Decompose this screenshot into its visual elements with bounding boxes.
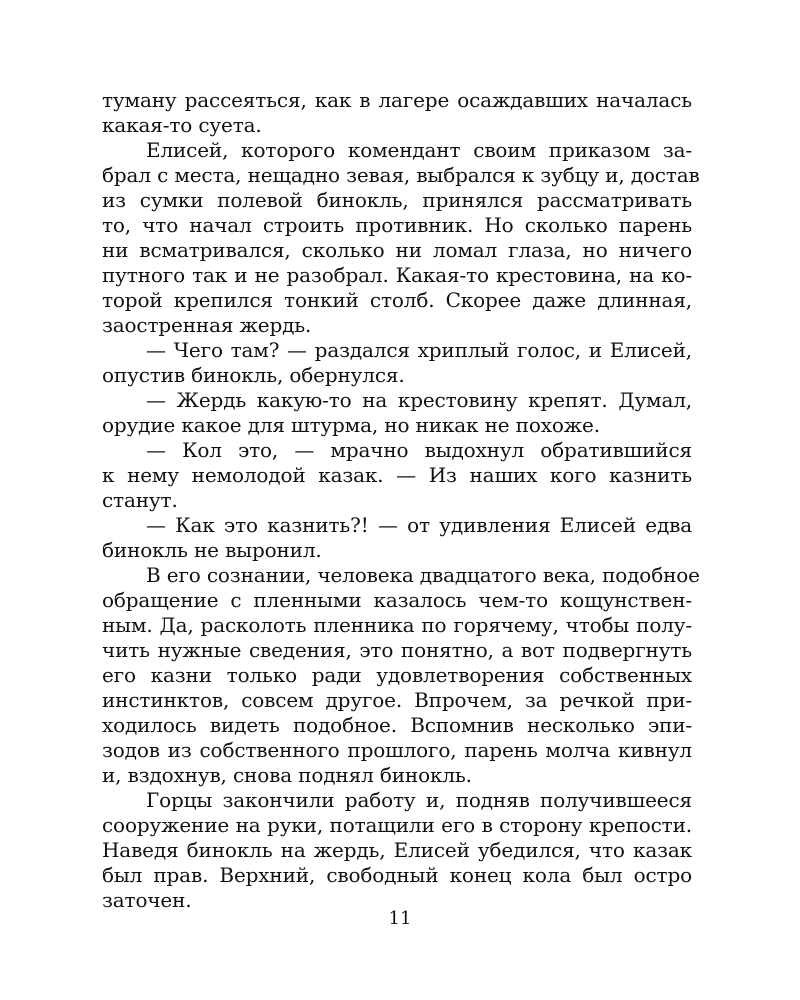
text-line: ным. Да, расколоть пленника по горячему, чтобы полу- xyxy=(102,613,692,637)
text-line: брал с места, нещадно зевая, выбрался к зубцу и, достав xyxy=(102,163,700,187)
text-line: обращение с пленными казалось чем-то кощунствен- xyxy=(102,588,692,612)
text-line: заостренная жердь. xyxy=(102,313,312,337)
text-line: туману рассеяться, как в лагере осаждавших началась xyxy=(102,88,692,112)
text-line: путного так и не разобрал. Какая-то крестовина, на ко- xyxy=(102,263,692,287)
text-line: — Кол это, — мрачно выдохнул обратившийся xyxy=(146,438,692,462)
text-line: чить нужные сведения, это понятно, а вот подвергнуть xyxy=(102,638,692,662)
body-text xyxy=(102,88,700,913)
page-number: 11 xyxy=(388,908,412,929)
text-line: зодов из собственного прошлого, парень молча кивнул xyxy=(102,738,692,762)
text-line: Наведя бинокль на жердь, Елисей убедился, что казак xyxy=(102,838,692,862)
text-line: то, что начал строить противник. Но сколько парень xyxy=(102,213,692,237)
text-line: Горцы закончили работу и, подняв получившееся xyxy=(146,788,692,812)
text-line: и, вздохнув, снова поднял бинокль. xyxy=(102,763,472,787)
text-line: был прав. Верхний, свободный конец кола был остро xyxy=(102,863,692,887)
text-line: из сумки полевой бинокль, принялся рассматривать xyxy=(102,188,692,212)
text-line: — Жердь какую-то на крестовину крепят. Думал, xyxy=(146,388,692,412)
text-line: сооружение на руки, потащили его в сторону крепости. xyxy=(102,813,692,837)
text-line: его казни только ради удовлетворения собственных xyxy=(102,663,692,687)
text-line: инстинктов, совсем другое. Впрочем, за речкой при- xyxy=(102,688,692,712)
text-line: торой крепился тонкий столб. Скорее даже длинная, xyxy=(102,288,692,312)
text-line: к нему немолодой казак. — Из наших кого казнить xyxy=(102,463,692,487)
text-line: опустив бинокль, обернулся. xyxy=(102,363,405,387)
text-line: ходилось видеть подобное. Вспомнив несколько эпи- xyxy=(102,713,692,737)
text-line: ни всматривался, сколько ни ломал глаза, но ничего xyxy=(102,238,692,262)
text-line: В его сознании, человека двадцатого века, подобное xyxy=(146,563,700,587)
text-line: орудие какое для штурма, но никак не похоже. xyxy=(102,413,600,437)
text-line: — Чего там? — раздался хриплый голос, и Елисей, xyxy=(146,338,692,362)
text-line: бинокль не выронил. xyxy=(102,538,322,562)
text-line: станут. xyxy=(102,488,178,512)
text-line: — Как это казнить?! — от удивления Елисей едва xyxy=(146,513,692,537)
text-line: какая-то суета. xyxy=(102,113,262,137)
text-line: Елисей, которого комендант своим приказом за- xyxy=(146,138,692,162)
text-line: заточен. xyxy=(102,888,192,912)
